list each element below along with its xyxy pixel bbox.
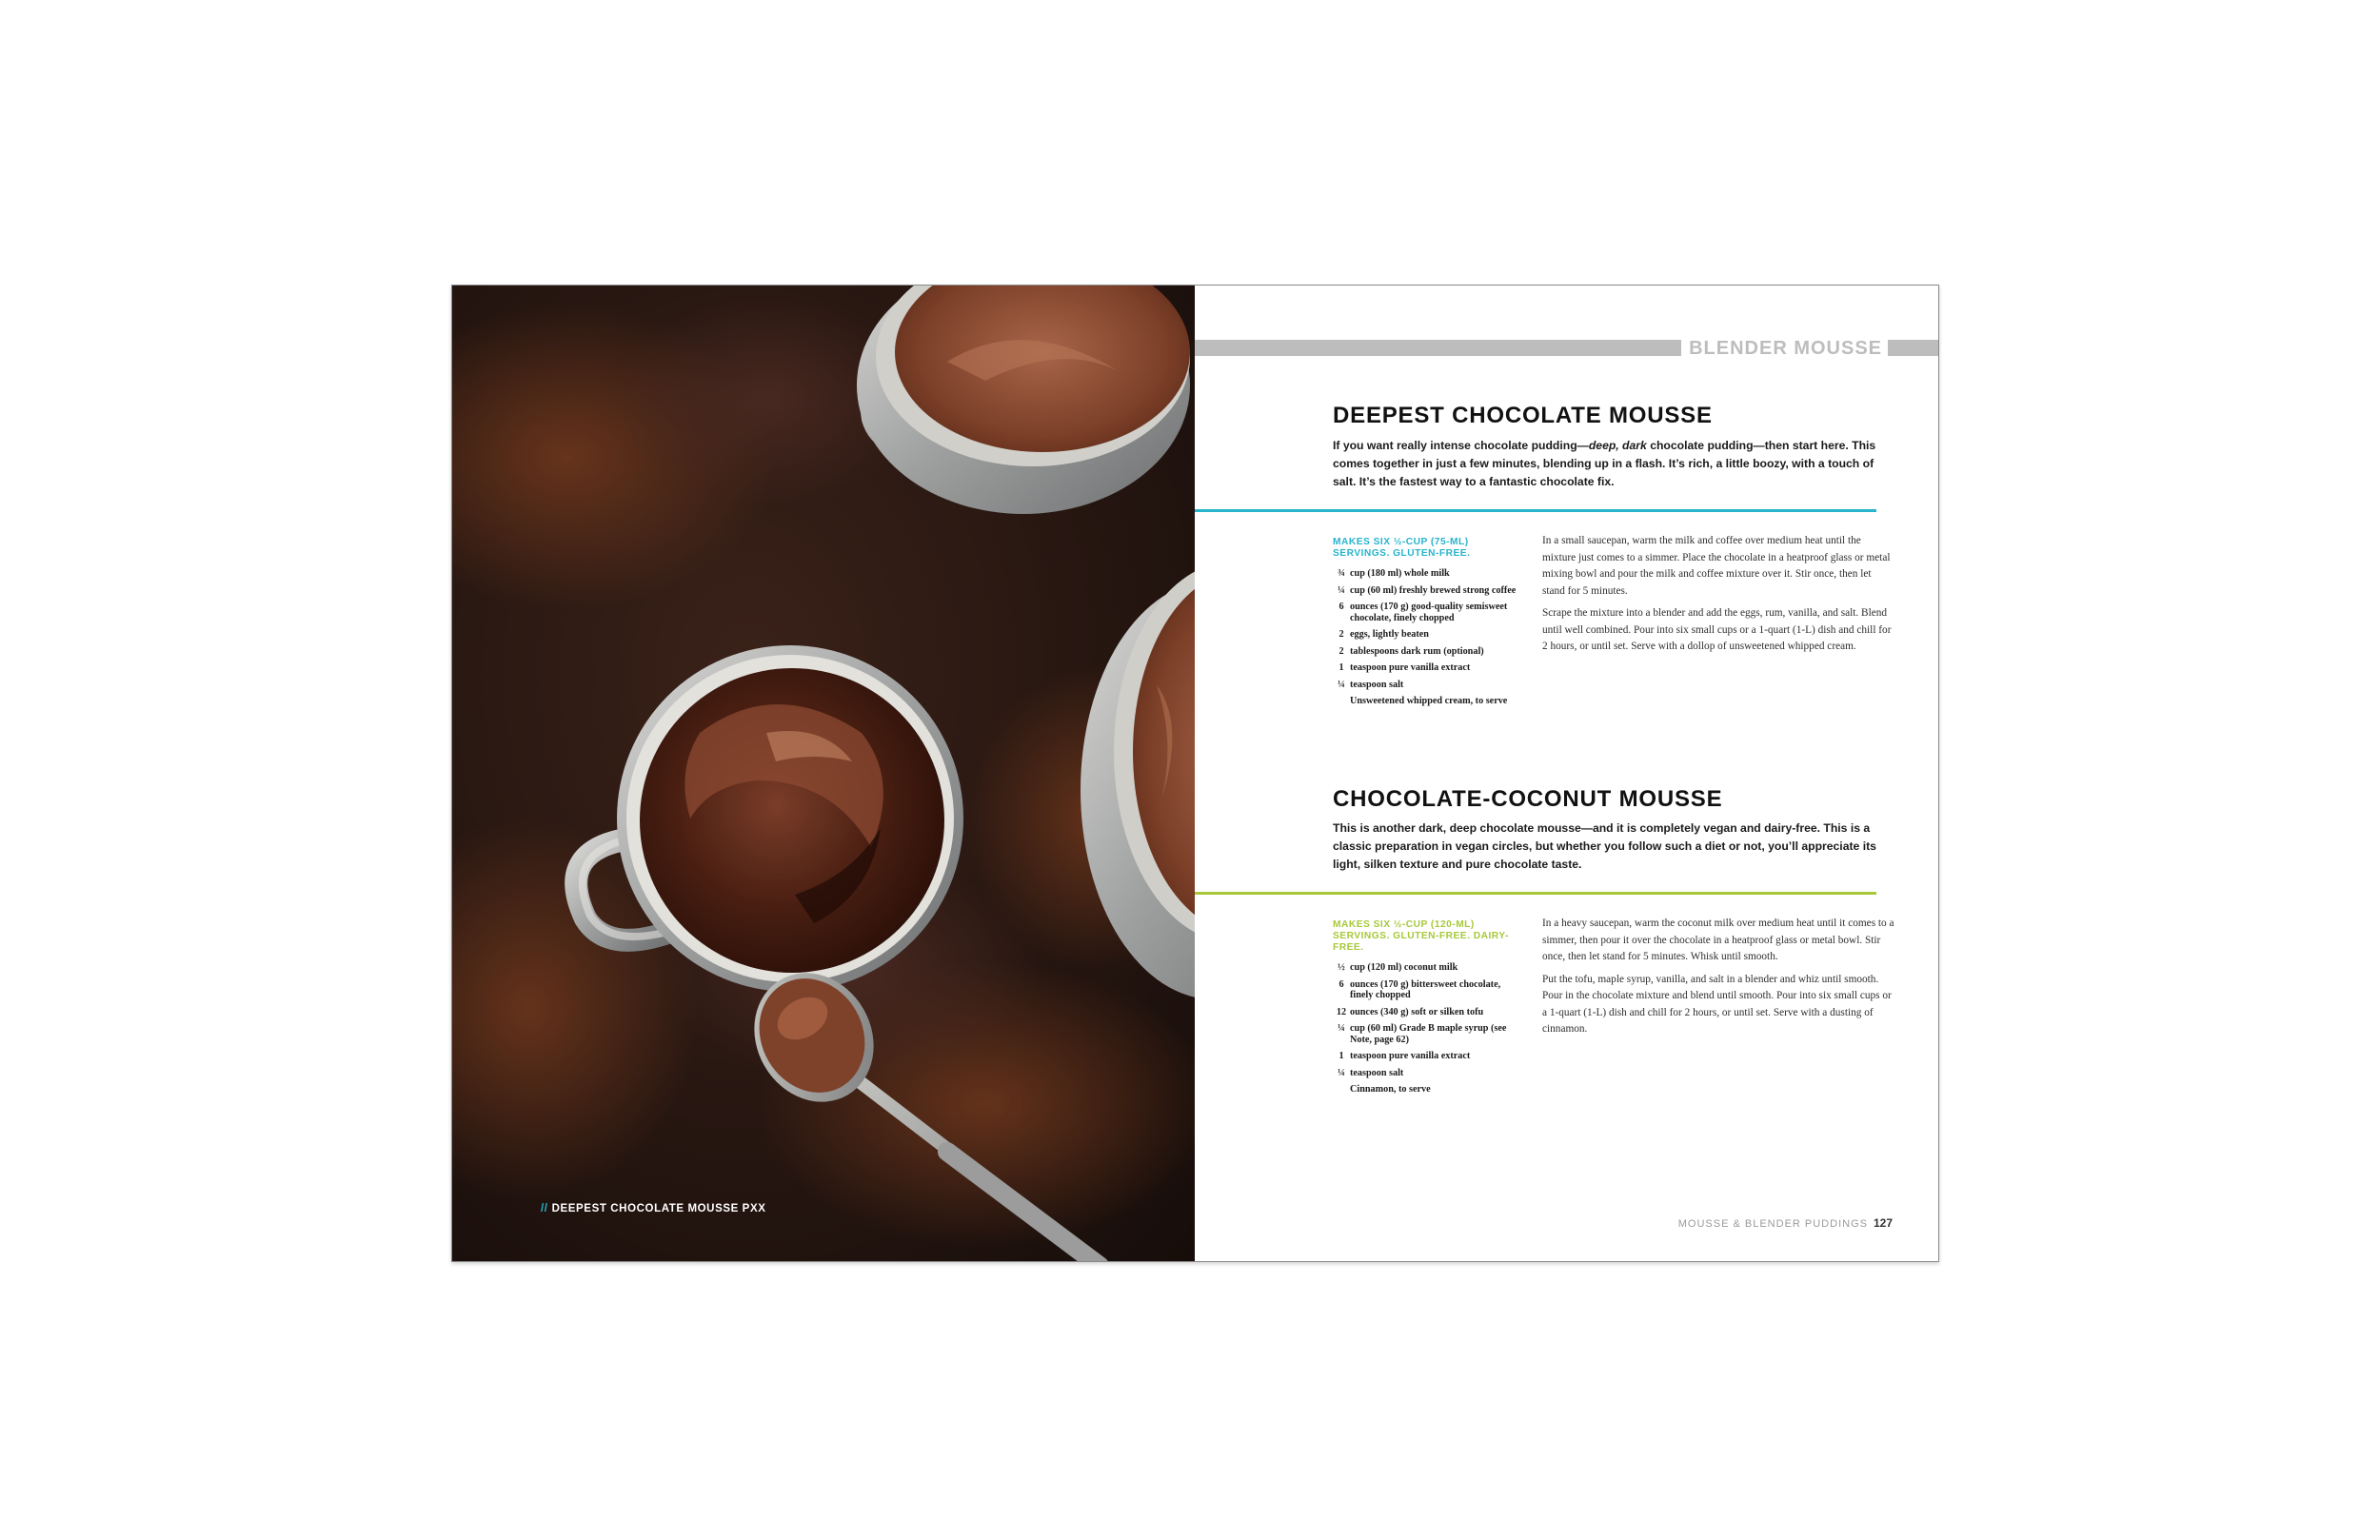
ingredient-qty: ¼ (1338, 1023, 1345, 1034)
caption-text: DEEPEST CHOCOLATE MOUSSE PXX (551, 1203, 766, 1214)
ingredient-text: Cinnamon, to serve (1350, 1084, 1431, 1095)
ingredient (1333, 568, 1523, 580)
ingredient-qty (1333, 696, 1350, 707)
ingredient-qty: 6 (1339, 978, 1344, 990)
ingredient-qty: 12 (1336, 1006, 1347, 1017)
ingredient (1333, 1007, 1523, 1018)
method-step: In a heavy saucepan, warm the coconut milk over medium heat until it comes to a simmer, then pour it over the chocolate in a heatproof glass or metal bowl. Stir once, then let stand for 5 minutes. Whisk until smooth. (1542, 918, 1894, 962)
method-step: In a small saucepan, warm the milk and coffee over medium heat until the mixture just comes to a simmer. Place the chocolate in a heatproof glass or metal mixing bowl and pour the milk and coffee mixture over it. Stir once, then let stand for 5 minutes. (1542, 535, 1891, 597)
intro-1-part-a: If you want really intense chocolate pudding— (1333, 439, 1589, 452)
ingredient-qty: ¼ (1338, 584, 1345, 596)
recipe-1-yield: MAKES SIX ½-CUP (75-ML) SERVINGS. GLUTEN-FREE. (1333, 537, 1471, 559)
recipe-title-deepest-chocolate-mousse: DEEPEST CHOCOLATE MOUSSE (1333, 403, 1713, 428)
ingredient (1333, 585, 1523, 597)
recipe-1-divider (1195, 509, 1876, 512)
ingredient-text: ounces (170 g) bittersweet chocolate, finely chopped (1350, 978, 1501, 1000)
ingredient (1333, 979, 1523, 1001)
ingredient-qty: 6 (1339, 602, 1344, 612)
right-page (1195, 286, 1938, 1261)
recipe-2-method (1542, 916, 1896, 1044)
ingredient-qty (1333, 1084, 1350, 1096)
ingredient (1333, 1023, 1523, 1045)
recipe-2-yield: MAKES SIX ½-CUP (120-ML) SERVINGS. GLUTEN-FREE. DAIRY-FREE. (1333, 919, 1509, 953)
method-step: Put the tofu, maple syrup, vanilla, and salt in a blender and whiz until smooth. Pour in the chocolate mixture and blend until smooth. Pour into six small cups or a 1-quart (1-L) dish and chill for 2 hours, or until set. Serve with a dusting of cinnamon. (1542, 973, 1892, 1035)
recipe-2-divider (1195, 892, 1876, 895)
ingredient-text: teaspoon pure vanilla extract (1350, 1051, 1471, 1061)
ingredient (1333, 696, 1523, 707)
ingredient (1333, 662, 1523, 674)
recipe-1-method (1542, 533, 1896, 661)
ingredient-qty: 2 (1339, 645, 1344, 657)
ingredient (1333, 962, 1523, 974)
photo-caption (541, 1203, 766, 1214)
intro-1-part-b: chocolate pudding—then start here. This comes together in just a few minutes, blending up in a flash. It’s rich, a little boozy, with a touch of salt. It’s the fastest way to a fantastic chocolate fix. (1333, 439, 1876, 488)
ingredient-text: eggs, lightly beaten (1350, 629, 1429, 640)
book-spread (451, 285, 1939, 1262)
ingredient (1333, 629, 1523, 641)
chocolate-mousse-photo (452, 286, 1195, 1261)
ingredient-text: cup (60 ml) freshly brewed strong coffee (1350, 584, 1517, 596)
ingredient-qty: ¾ (1338, 568, 1345, 579)
ingredient (1333, 602, 1523, 623)
ingredient-text: Unsweetened whipped cream, to serve (1350, 696, 1508, 706)
ingredient-text: cup (180 ml) whole milk (1350, 568, 1450, 579)
ingredient-text: teaspoon pure vanilla extract (1350, 662, 1471, 673)
ingredient-qty: 1 (1339, 662, 1344, 673)
ingredient-text: teaspoon salt (1350, 679, 1404, 690)
method-step: Scrape the mixture into a blender and add the eggs, rum, vanilla, and salt. Blend until well combined. Pour into six small cups or a 1-quart (1-L) dish and chill for 2 hours, or until set. Serve with a dollop of unsweetened whipped cream. (1542, 607, 1892, 652)
ingredient (1333, 680, 1523, 691)
page-footer (1678, 1216, 1893, 1230)
recipe-title-chocolate-coconut-mousse: CHOCOLATE-COCONUT MOUSSE (1333, 786, 1723, 812)
recipe-2-ingredients (1333, 962, 1523, 1101)
intro-1-emphasis: deep, dark (1588, 439, 1647, 452)
ingredient (1333, 1084, 1523, 1096)
recipe-intro-1 (1333, 437, 1877, 491)
caption-slashes: // (541, 1203, 548, 1214)
ingredient-text: teaspoon salt (1350, 1067, 1404, 1078)
ingredient-text: ounces (170 g) good-quality semisweet chocolate, finely chopped (1350, 602, 1508, 623)
recipe-intro-2 (1333, 819, 1877, 874)
section-label: BLENDER MOUSSE (1681, 339, 1888, 358)
page-number: 127 (1873, 1216, 1893, 1230)
ingredient-qty: 1 (1339, 1051, 1344, 1061)
ingredient-text: ounces (340 g) soft or silken tofu (1350, 1006, 1484, 1017)
ingredient (1333, 1068, 1523, 1079)
ingredient-text: cup (120 ml) coconut milk (1350, 962, 1458, 973)
ingredient-qty: ¼ (1338, 1067, 1345, 1078)
ingredient-qty: 2 (1339, 629, 1344, 640)
running-head: MOUSSE & BLENDER PUDDINGS (1677, 1218, 1868, 1230)
ingredient-qty: ½ (1338, 962, 1345, 973)
section-header-bar (1195, 338, 1938, 359)
ingredient (1333, 646, 1523, 658)
ingredient-text: cup (60 ml) Grade B maple syrup (see Note, page 62) (1350, 1023, 1507, 1045)
ingredient (1333, 1051, 1523, 1062)
intro-2-text: This is another dark, deep chocolate mousse—and it is completely vegan and dairy-free. This is a classic preparation in vegan circles, but whether you follow such a diet or not, you’ll appreciate its light, silken texture and pure chocolate taste. (1333, 821, 1876, 871)
ingredient-qty: ¼ (1338, 679, 1345, 690)
ingredient-text: tablespoons dark rum (optional) (1350, 645, 1484, 657)
left-page (452, 286, 1195, 1261)
recipe-1-ingredients (1333, 568, 1523, 713)
